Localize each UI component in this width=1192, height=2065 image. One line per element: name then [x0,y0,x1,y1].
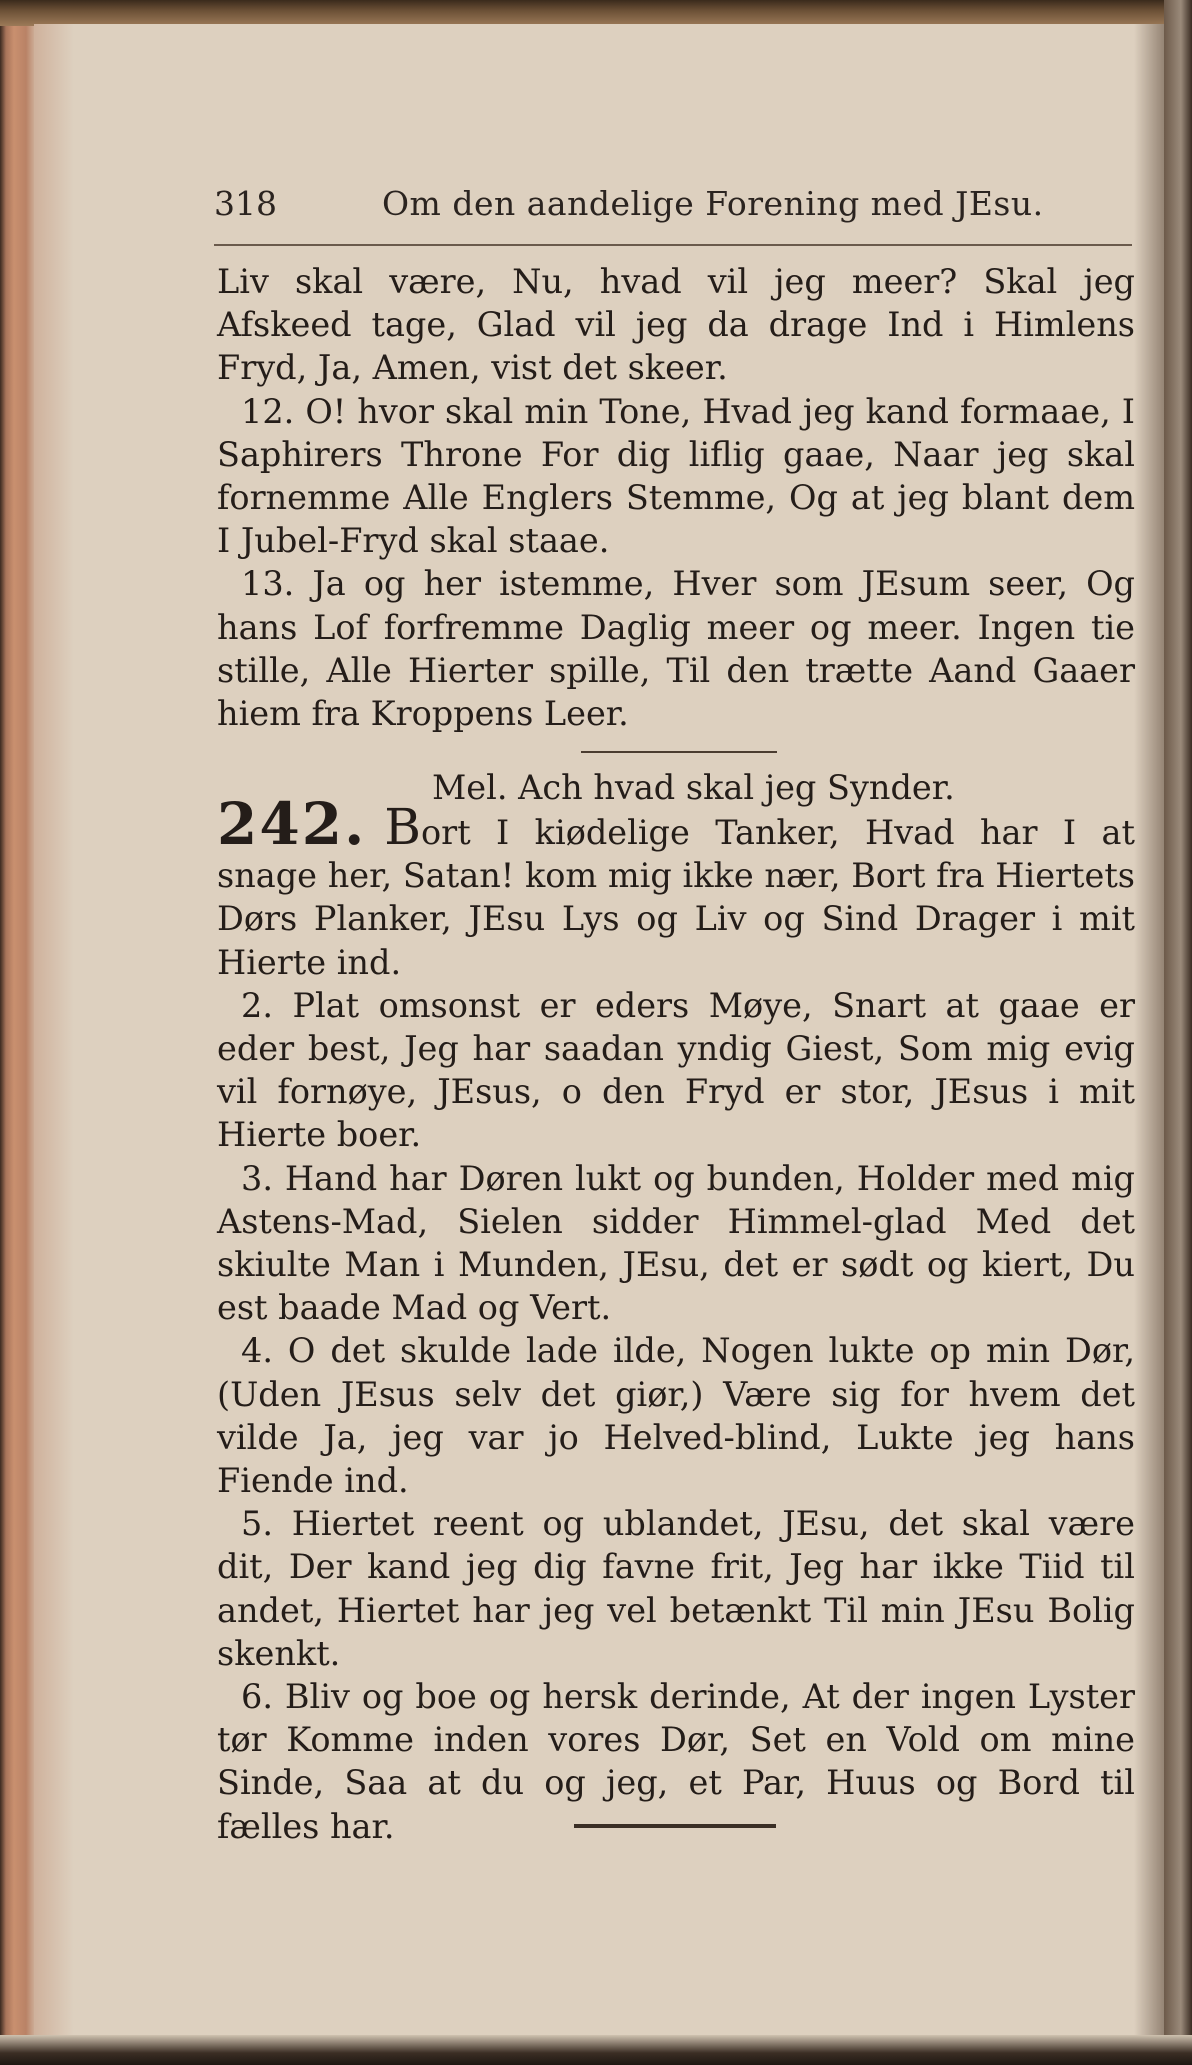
continuation-text [217,260,1135,735]
stanza-4: 4. O det skulde lade ilde, Nogen lukte op min Dør, (Uden JEsus selv det giør,) Være sig for hvem det vilde Ja, jeg var jo Helved-blind, Lukte jeg hans Fiende ind. [217,1331,1135,1501]
stanza-12: 12. O! hvor skal min Tone, Hvad jeg kand formaae, I Saphirers Throne For dig liflig gaae, Naar jeg skal fornemme Alle Englers Stemme, Og at jeg blant dem I Jubel-Fryd skal staae. [217,391,1135,561]
end-rule [574,1824,776,1828]
stanza-5: 5. Hiertet reent og ublandet, JEsu, det skal være dit, Der kand jeg dig favne frit, Jeg har ikke Tiid til andet, Hiertet har jeg vel betænkt Til min JEsu Bolig skenkt. [217,1504,1135,1673]
first-stanza-text: ort I kiødelige Tanker, Hvad har I at snage her, Satan! kom mig ikke nær, Bort fra Hiertets Dørs Planker, JEsu Lys og Liv og Sind Drager i mit Hierte ind. [217,813,1135,982]
book-top-edge [0,0,1192,26]
header-rule [214,244,1132,246]
initial-letter: B [384,798,422,856]
stanza-3: 3. Hand har Døren lukt og bunden, Holder med mig Astens-Mad, Sielen sidder Himmel-glad Med det skiulte Man i Munden, JEsu, det er sødt og kiert, Du est baade Mad og Vert. [217,1158,1135,1328]
hymn-242 [217,790,1135,1848]
hymn-first-stanza [217,790,1135,984]
stanza-2: 2. Plat omsonst er eders Møye, Snart at gaae er eder best, Jeg har saadan yndig Giest, Som mig evig vil fornøye, JEsus, o den Fryd er stor, JEsus i mit Hierte boer. [217,985,1135,1155]
running-title: Om den aandelige Forening med JEsu. [382,184,1044,223]
section-divider [581,751,777,753]
stanza-continued: Liv skal være, Nu, hvad vil jeg meer? Skal jeg Afskeed tage, Glad vil jeg da drage Ind i Himlens Fryd, Ja, Amen, vist det skeer. [217,262,1135,388]
melody-line: Mel. Ach hvad skal jeg Synder. [432,768,955,807]
page-gutter [1164,0,1192,2065]
book-bottom-edge [0,2035,1192,2065]
hymn-number: 242. [217,790,367,858]
stanza-13: 13. Ja og her istemme, Hver som JEsum seer, Og hans Lof forfremme Daglig meer og meer. Ingen tie stille, Alle Hierter spille, Til den trætte Aand Gaaer hiem fra Kroppens Leer. [217,564,1135,734]
page-number: 318 [214,184,277,223]
page-header [214,184,1134,234]
stanza-6: 6. Bliv og boe og hersk derinde, At der ingen Lyster tør Komme inden vores Dør, Set en Vold om mine Sinde, Saa at du og jeg, et Par, Huus og Bord til fælles har. [217,1677,1135,1846]
